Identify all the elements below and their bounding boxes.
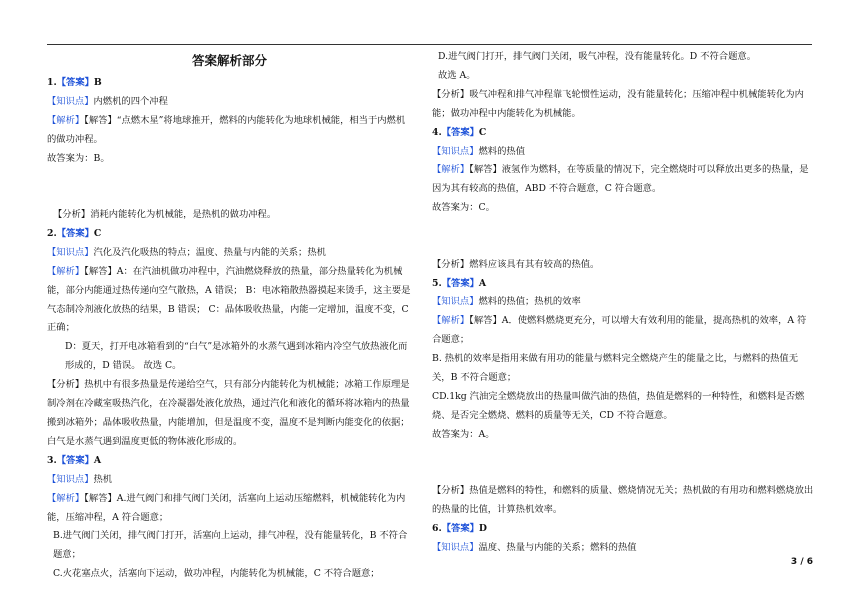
answer-line: [432, 124, 814, 143]
answer-value: B: [93, 77, 102, 88]
question-number: 2.: [47, 227, 57, 239]
knowledge-point-line: [432, 293, 814, 312]
text-line: CD.1kg 汽油完全燃烧放出的热量叫做汽油的热值，热值是燃料的一种特性，和燃料是否燃烧、是否完全燃烧、燃料的质量等无关，CD 不符合题意。: [432, 390, 805, 421]
knowledge-point-tag: 【知识点】: [47, 95, 94, 107]
answer-tag: 【答案】: [56, 77, 94, 88]
explanation-line: [432, 161, 814, 199]
knowledge-point-tag: 【知识点】: [432, 296, 479, 308]
text-line: 【分析】吸气冲程和排气冲程靠飞轮惯性运动，没有能量转化；压缩冲程中机械能转化为内能；做功冲程中内能转化为机械能。: [432, 88, 804, 119]
question-number: 4.: [432, 126, 442, 138]
answer-tag: 【答案】: [56, 227, 94, 239]
explanation-tag: 【解析】: [47, 265, 85, 277]
text-line: B.进气阀门关闭，排气阀门打开，活塞向上运动，排气冲程，没有能量转化，B 不符合题意；: [53, 530, 408, 561]
answer-tag: 【答案】: [441, 126, 479, 138]
explanation-tag: 【解析】: [432, 164, 470, 176]
line-text: 【解答】A：在汽油机做功冲程中，汽油燃烧释放的热量，部分热量转化为机械能，部分内能通过热传递向空气散热，A 错误； B：电冰箱散热器摸起来烫手，这主要是气态制冷剂液化放热的结果，B 错误； C：晶体吸收热量，内能一定增加，温度不变，C 正确；: [47, 265, 411, 334]
line-text: 【解答】“点燃木星”将地球推开，燃料的内能转化为地球机械能，相当于内燃机的做功冲程。: [47, 114, 406, 145]
answer-tag: 【答案】: [56, 454, 94, 466]
explanation-line: [432, 312, 814, 350]
answer-value: C: [93, 227, 102, 239]
question-number: 1.: [47, 77, 57, 88]
right-column-body: [432, 48, 814, 558]
text-line: 【分析】热值是燃料的特性，和燃料的质量、燃烧情况无关；热机做的有用功和燃料燃烧放出的热量的比值，计算热机效率。: [432, 485, 814, 516]
text-line: 故答案为：C。: [432, 202, 495, 214]
answer-line: [47, 452, 412, 471]
knowledge-point-line: [432, 539, 814, 558]
text-line: 故答案为：B。: [47, 152, 110, 164]
explanation-line: [47, 112, 412, 150]
text-line: 故答案为：A。: [432, 428, 495, 440]
left-column: [47, 48, 412, 584]
blank-line: [432, 227, 814, 246]
question-number: 6.: [432, 523, 442, 534]
explanation-line: [47, 263, 412, 339]
page-number: 3 / 6: [790, 557, 813, 567]
text-line: 【分析】燃料应该具有其有较高的热值。: [432, 258, 600, 270]
knowledge-point-line: [47, 471, 412, 490]
answer-value: A: [478, 277, 487, 289]
line-text: 燃料的热值；热机的效率: [478, 296, 581, 308]
explanation-tag: 【解析】: [47, 114, 85, 126]
line-text: 热机: [93, 473, 113, 485]
text-line: 【分析】热机中有很多热量是传递给空气，只有部分内能转化为机械能；冰箱工作原理是制冷剂在冷藏室吸热汽化，在冷凝器处液化放热，通过汽化和液化的循环将冰箱内的热量搬到冰箱外；晶体吸收热量，内能增加，但是温度不变，温度不是判断内能变化的依据；白气是水蒸气遇到温度更低的物体液化形成的。: [47, 379, 410, 447]
answer-value: D: [478, 523, 487, 534]
blank-line: [47, 178, 412, 197]
left-column-body: [47, 74, 412, 584]
text-line: 故选 A。: [438, 69, 476, 81]
text-line: D：夏天，打开电冰箱看到的“白气”是冰箱外的水蒸气遇到冰箱内冷空气放热液化而形成的，D 错误。 故选 C。: [65, 341, 408, 372]
text-line: D.进气阀门打开，排气阀门关闭，吸气冲程，没有能量转化。D 不符合题意。: [438, 51, 756, 62]
question-number: 3.: [47, 454, 57, 466]
knowledge-point-tag: 【知识点】: [432, 145, 479, 157]
knowledge-point-tag: 【知识点】: [47, 473, 94, 485]
line-text: 【解答】A．使燃料燃烧更充分，可以增大有效利用的能量，提高热机的效率，A 符合题意；: [432, 315, 807, 346]
line-text: 温度、热量与内能的关系；燃料的热值: [478, 541, 637, 553]
answer-line: [47, 74, 412, 93]
explanation-line: [47, 490, 412, 528]
question-number: 5.: [432, 277, 442, 289]
text-line: 【分析】消耗内能转化为机械能，是热机的做功冲程。: [53, 209, 277, 221]
answer-tag: 【答案】: [441, 277, 479, 289]
answer-line: [432, 275, 814, 294]
answer-value: A: [93, 454, 102, 466]
text-line: C.火花塞点火，活塞向下运动，做功冲程，内能转化为机械能，C 不符合题意；: [53, 568, 380, 580]
line-text: 燃料的热值: [478, 145, 525, 157]
answer-tag: 【答案】: [441, 523, 479, 534]
explanation-tag: 【解析】: [432, 315, 470, 327]
right-column: [432, 48, 814, 558]
knowledge-point-line: [47, 244, 412, 263]
line-text: 内燃机的四个冲程: [93, 95, 168, 107]
line-text: 汽化及汽化吸热的特点；温度、热量与内能的关系；热机: [93, 246, 326, 258]
knowledge-point-line: [432, 143, 814, 162]
text-line: B. 热机的效率是指用来做有用功的能量与燃料完全燃烧产生的能量之比，与燃料的热值无关，B 不符合题意；: [432, 353, 799, 384]
answer-line: [432, 520, 814, 539]
answer-line: [47, 225, 412, 244]
blank-line: [432, 454, 814, 473]
explanation-tag: 【解析】: [47, 492, 85, 504]
header-rule: [47, 44, 812, 45]
knowledge-point-tag: 【知识点】: [47, 246, 94, 258]
knowledge-point-tag: 【知识点】: [432, 541, 479, 553]
knowledge-point-line: [47, 93, 412, 112]
answer-value: C: [478, 126, 487, 138]
line-text: 【解答】A.进气阀门和排气阀门关闭，活塞向上运动压缩燃料，机械能转化为内能，压缩冲程，A 符合题意；: [47, 492, 406, 523]
page-title: 答案解析部分: [191, 53, 267, 68]
line-text: 【解答】液氢作为燃料，在等质量的情况下，完全燃烧时可以释放出更多的热量，是因为其有较高的热值，ABD 不符合题意，C 符合题意。: [432, 164, 809, 195]
